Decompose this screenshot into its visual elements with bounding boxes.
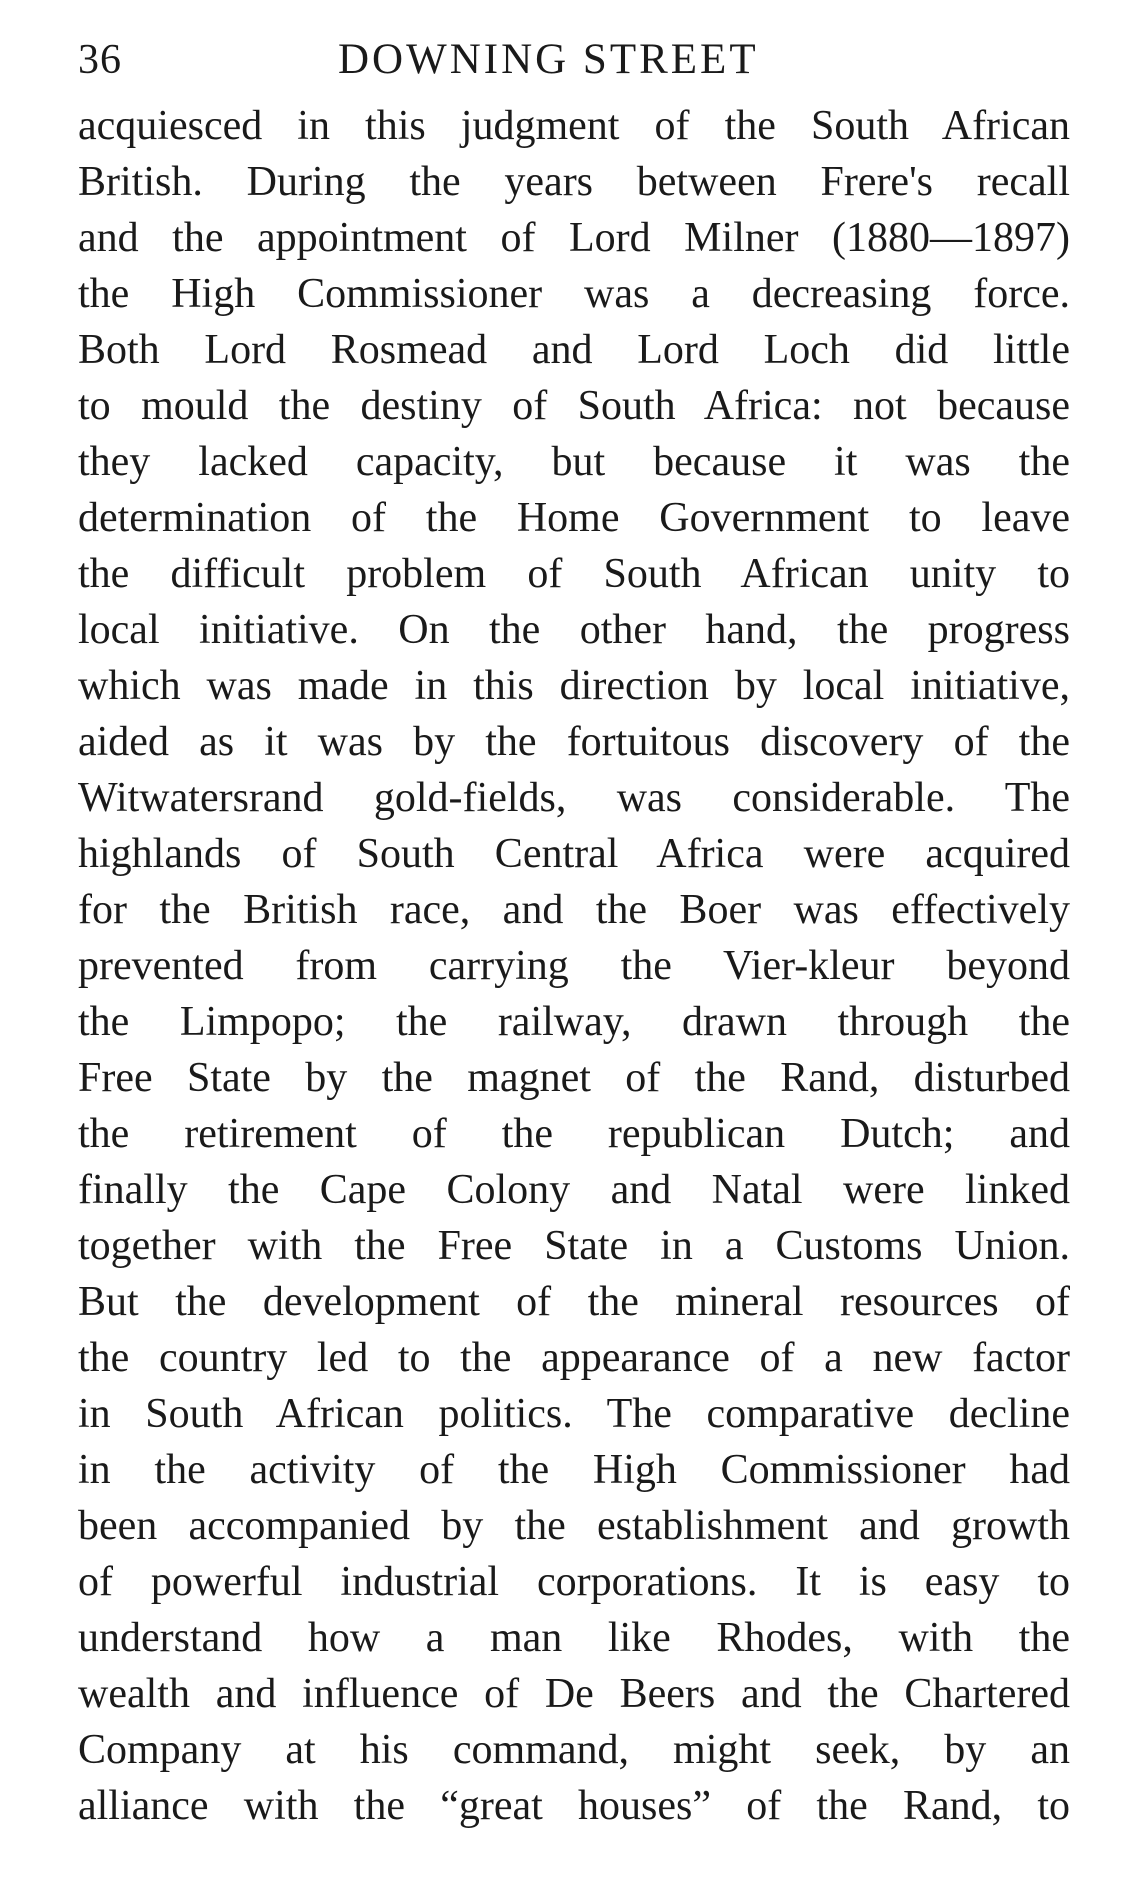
text-line: Free State by the magnet of the Rand, disturbed [78, 1055, 1070, 1101]
text-line: finally the Cape Colony and Natal were linked [78, 1167, 1070, 1213]
text-line: prevented from carrying the Vier-kleur beyond [78, 943, 1070, 989]
text-line: But the development of the mineral resources of [78, 1279, 1070, 1325]
body-text [78, 98, 1070, 1834]
text-line: determination of the Home Government to leave [78, 495, 1070, 541]
text-line: aided as it was by the fortuitous discovery of the [78, 719, 1070, 765]
text-line: the High Commissioner was a decreasing force. [78, 271, 1070, 317]
text-line: the Limpopo; the railway, drawn through the [78, 999, 1070, 1045]
text-line: the difficult problem of South African unity to [78, 551, 1070, 597]
text-line: which was made in this direction by local initiative, [78, 663, 1070, 709]
text-line: for the British race, and the Boer was effectively [78, 887, 1070, 933]
text-line: Witwatersrand gold-fields, was considerable. The [78, 775, 1070, 821]
text-line: Company at his command, might seek, by an [78, 1727, 1070, 1773]
text-line: to mould the destiny of South Africa: not because [78, 383, 1070, 429]
text-line: Both Lord Rosmead and Lord Loch did little [78, 327, 1070, 373]
text-line: highlands of South Central Africa were acquired [78, 831, 1070, 877]
text-line: the country led to the appearance of a new factor [78, 1335, 1070, 1381]
text-line: been accompanied by the establishment and growth [78, 1503, 1070, 1549]
text-line: in South African politics. The comparative decline [78, 1391, 1070, 1437]
text-line: alliance with the “great houses” of the Rand, to [78, 1783, 1070, 1829]
text-line: together with the Free State in a Customs Union. [78, 1223, 1070, 1269]
text-line: the retirement of the republican Dutch; and [78, 1111, 1070, 1157]
running-head [78, 28, 830, 92]
text-line: local initiative. On the other hand, the progress [78, 607, 1070, 653]
page-number: 36 [78, 37, 122, 83]
text-line: of powerful industrial corporations. It is easy to [78, 1559, 1070, 1605]
text-line: acquiesced in this judgment of the South African [78, 103, 1070, 149]
text-line: British. During the years between Frere's recall [78, 159, 1070, 205]
text-line: in the activity of the High Commissioner had [78, 1447, 1070, 1493]
running-title: DOWNING STREET [338, 36, 759, 83]
text-line: wealth and influence of De Beers and the Chartered [78, 1671, 1070, 1717]
text-line: they lacked capacity, but because it was the [78, 439, 1070, 485]
text-line: and the appointment of Lord Milner (1880—1897) [78, 215, 1070, 261]
text-line: understand how a man like Rhodes, with the [78, 1615, 1070, 1661]
